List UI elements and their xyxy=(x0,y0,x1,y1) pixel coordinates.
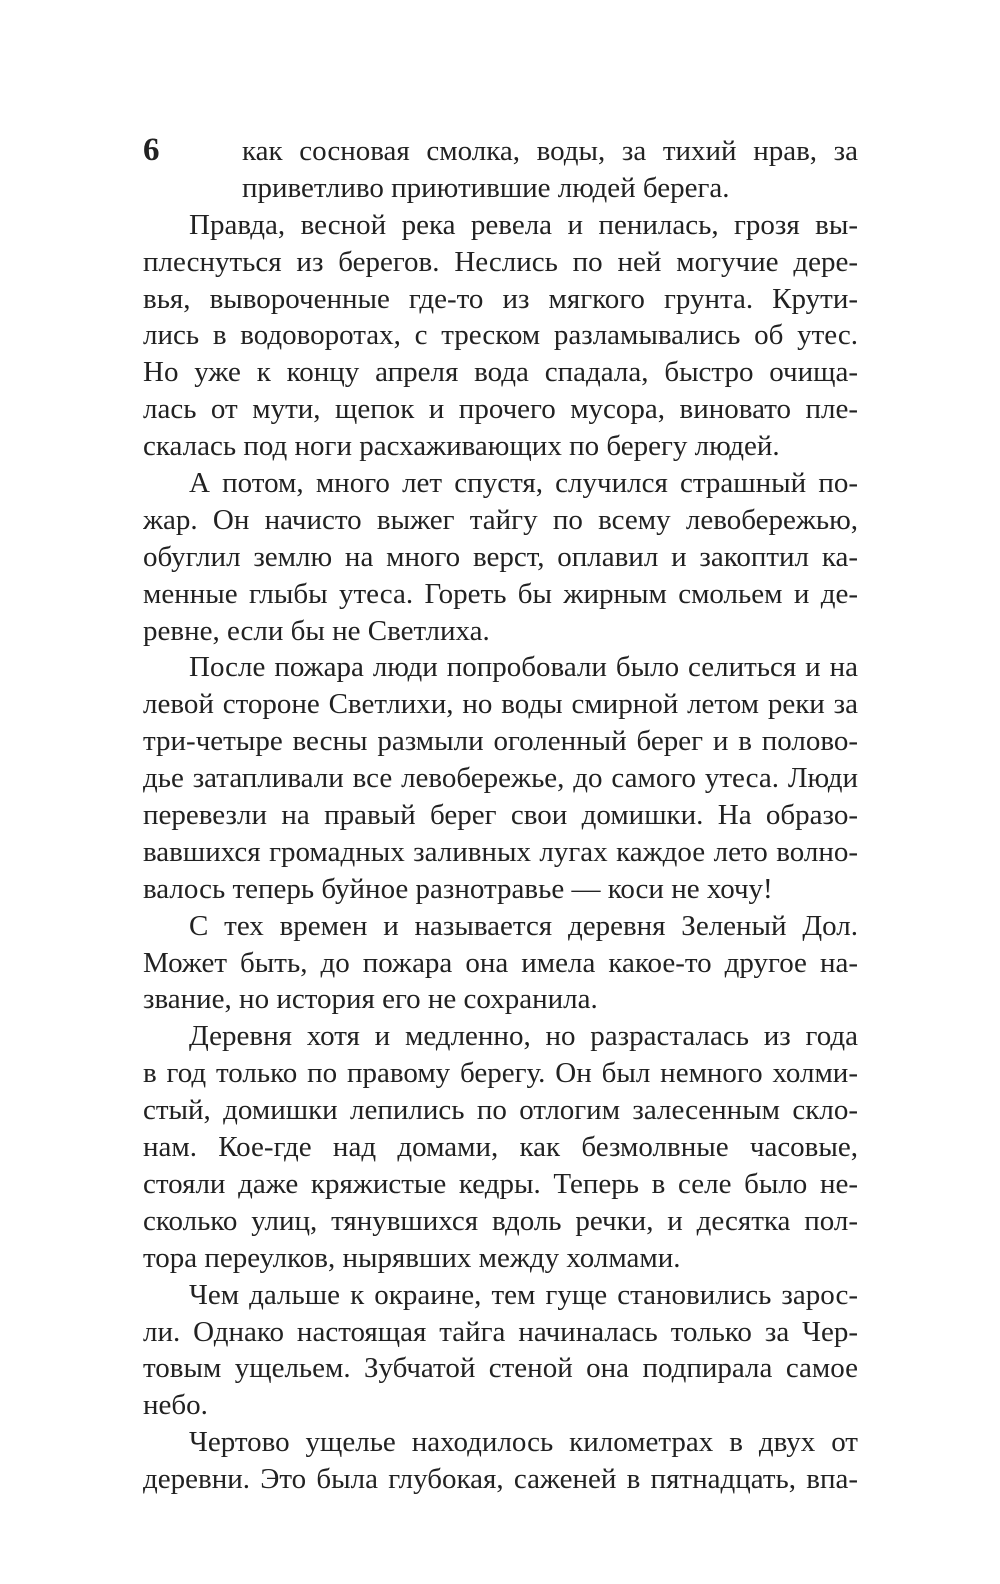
text-line: Правда, весной река ревела и пенилась, грозя вы- xyxy=(189,208,858,241)
paragraph xyxy=(143,1277,858,1425)
text-line: лись в водоворотах, с треском разламывались об утес. xyxy=(143,319,858,352)
text-line: вья, вывороченные где-то из мягкого грунта. Крути- xyxy=(143,282,858,315)
paragraph xyxy=(143,1018,858,1276)
text-line: дье затапливали все левобережье, до самого утеса. Люди xyxy=(143,762,858,795)
paragraph xyxy=(143,1424,858,1498)
text-line: жар. Он начисто выжег тайгу по всему левобережью, xyxy=(143,503,858,536)
text-line: менные глыбы утеса. Гореть бы жирным смольем и де- xyxy=(143,577,858,610)
paragraph-continuation xyxy=(143,133,858,207)
paragraph xyxy=(143,207,858,465)
text-line: А потом, много лет спустя, случился страшный по- xyxy=(189,467,858,500)
paragraph xyxy=(143,908,858,1019)
text-line: ли. Однако настоящая тайга начиналась только за Чер- xyxy=(143,1315,858,1348)
text-line: Но уже к концу апреля вода спадала, быстро очища- xyxy=(143,356,858,389)
text-line: валось теперь буйное разнотравье — коси не хочу! xyxy=(143,872,773,905)
text-line: скалась под ноги расхаживающих по берегу людей. xyxy=(143,430,780,463)
text-line: нам. Кое-где над домами, как безмолвные часовые, xyxy=(143,1131,858,1164)
text-line: небо. xyxy=(143,1389,208,1422)
text-line: тора переулков, нырявших между холмами. xyxy=(143,1241,681,1274)
paragraph xyxy=(143,649,858,907)
text-line: левой стороне Светлихи, но воды смирной летом реки за xyxy=(143,688,858,721)
text-line: Деревня хотя и медленно, но разрасталась из года xyxy=(189,1020,858,1053)
text-line: деревни. Это была глубокая, саженей в пятнадцать, впа- xyxy=(143,1463,858,1496)
text-line: в год только по правому берегу. Он был немного холми- xyxy=(143,1057,858,1090)
text-line: стояли даже кряжистые кедры. Теперь в селе было не- xyxy=(143,1167,858,1200)
text-line: как сосновая смолка, воды, за тихий нрав, за xyxy=(242,135,858,167)
text-line: звание, но история его не сохранила. xyxy=(143,983,598,1016)
page-text xyxy=(143,133,858,1498)
text-line: перевезли на правый берег свои домишки. На образо- xyxy=(143,799,858,832)
text-line: После пожара люди попробовали было селиться и на xyxy=(189,651,858,684)
text-line: сколько улиц, тянувшихся вдоль речки, и десятка пол- xyxy=(143,1204,858,1237)
text-line: плеснуться из берегов. Неслись по ней могучие дере- xyxy=(143,245,858,278)
text-line: три-четыре весны размыли оголенный берег и в полово- xyxy=(143,725,858,758)
text-line: приветливо приютившие людей берега. xyxy=(242,171,730,204)
text-line: стый, домишки лепились по отлогим залесенным скло- xyxy=(143,1094,858,1127)
paragraph xyxy=(143,465,858,649)
text-line: обуглил землю на много верст, оплавил и закоптил ка- xyxy=(143,540,858,573)
text-line: С тех времен и называется деревня Зеленый Дол. xyxy=(189,909,858,942)
text-line: Чертово ущелье находилось километрах в двух от xyxy=(189,1426,858,1459)
page-number: 6 xyxy=(143,132,160,168)
text-line: Чем дальше к окраине, тем гуще становились зарос- xyxy=(189,1278,858,1311)
text-line: Может быть, до пожара она имела какое-то другое на- xyxy=(143,946,858,979)
text-line: ревне, если бы не Светлиха. xyxy=(143,614,490,647)
text-line: вавшихся громадных заливных лугах каждое лето волно- xyxy=(143,835,858,868)
text-line: товым ущельем. Зубчатой стеной она подпирала самое xyxy=(143,1352,858,1385)
text-line: лась от мути, щепок и прочего мусора, виновато пле- xyxy=(143,393,858,426)
